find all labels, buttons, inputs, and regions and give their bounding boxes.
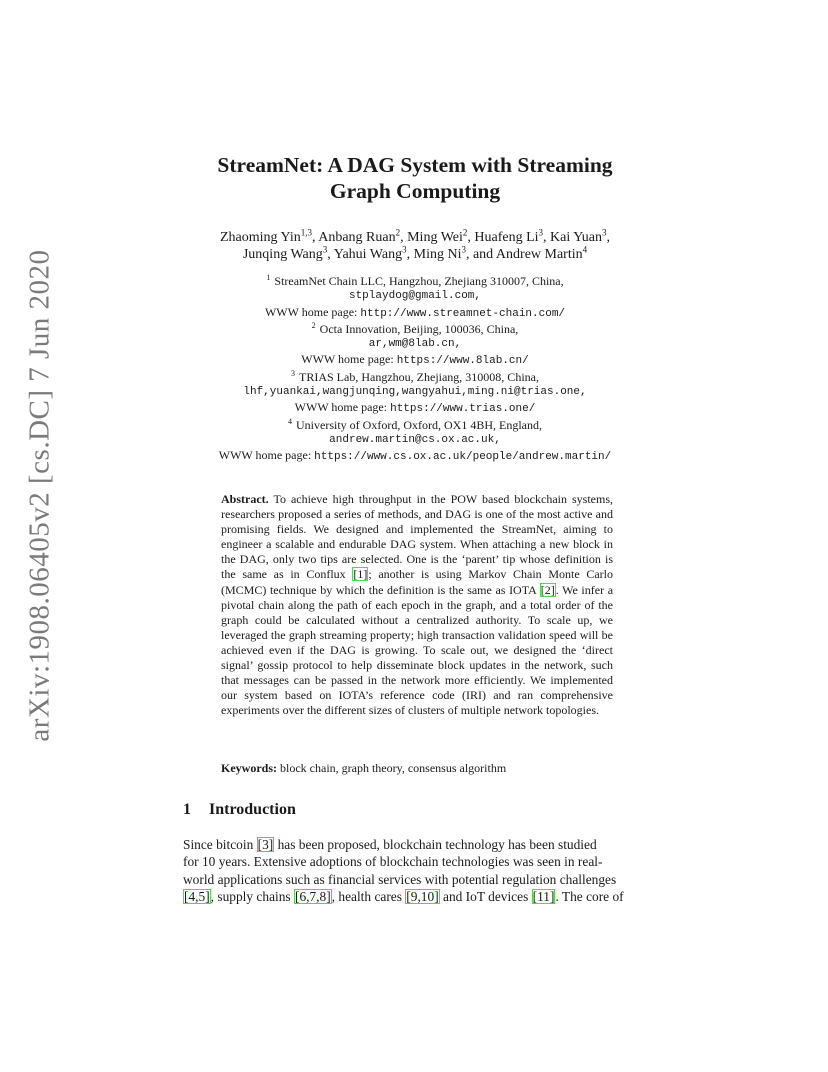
author-sup: 3 bbox=[461, 244, 466, 255]
section-heading bbox=[183, 801, 296, 819]
affiliation-name: $^3$ TRIAS Lab, Hangzhou, Zhejiang, 310008, China, bbox=[291, 368, 539, 384]
abstract-text: . We infer a pivotal chain along the path of each epoch in the graph, and a total order of the graph could be calculated without a centralized authority. To scale up, we leveraged the graph streaming property; high transaction validation speed will be achieved even if the DAG is growing. To scale out, we designed the ‘direct signal’ gossip protocol to help disseminate block updates in the network, such that messages can be passed in the network more efficiently. We implemented our system based on IOTA’s reference code (IRI) and ran comprehensive experiments over the different sizes of clusters of multiple network topologies. bbox=[221, 582, 614, 718]
title-line-1: StreamNet: A DAG System with Streaming bbox=[217, 153, 613, 177]
affiliation-homepage[interactable]: WWW home page: https://www.trias.one/ bbox=[294, 400, 536, 416]
citation-link[interactable]: [9,10] bbox=[406, 888, 439, 904]
author-sup: 1,3 bbox=[300, 227, 312, 238]
affiliation-name: $^1$ StreamNet Chain LLC, Hangzhou, Zhejiang 310007, China, bbox=[266, 273, 564, 288]
citation-link[interactable]: [3] bbox=[257, 837, 274, 852]
author-name: Andrew Martin bbox=[495, 247, 583, 262]
author-name: Ming Ni bbox=[413, 247, 462, 262]
citation-link[interactable]: [1] bbox=[353, 567, 368, 582]
affiliation-name: $^2$ Octa Innovation, Beijing, 100036, China, bbox=[311, 320, 519, 336]
keywords-text: block chain, graph theory, consensus algorithm bbox=[280, 761, 507, 775]
citation-link[interactable]: [11] bbox=[532, 888, 555, 904]
author-sup: 3 bbox=[602, 227, 607, 238]
intro-line-1: Since bitcoin [3] has been proposed, blockchain technology has been studied bbox=[183, 837, 597, 852]
affiliations bbox=[140, 274, 690, 466]
intro-line-4: [4,5], supply chains [6,7,8], health cares [9,10] and IoT devices [11]. The core of bbox=[184, 888, 624, 904]
affiliation-homepage[interactable]: WWW home page: https://www.cs.ox.ac.uk/people/andrew.martin/ bbox=[218, 448, 612, 464]
author-name: Junqing Wang bbox=[242, 247, 323, 262]
arxiv-identifier-text: arXiv:1908.06405v2 [cs.DC] 7 Jun 2020 bbox=[23, 248, 56, 742]
author-name: Yahui Wang bbox=[333, 247, 403, 262]
title-line-2: Graph Computing bbox=[329, 179, 501, 203]
citation-link[interactable]: [6,7,8] bbox=[294, 888, 331, 904]
keywords-label: Keywords: bbox=[221, 761, 277, 775]
abstract-label: Abstract. bbox=[221, 492, 269, 506]
author-sup: 2 bbox=[462, 227, 468, 238]
author-line-1: Zhaoming Yin$^{1,3}$, Anbang Ruan$^2$, Ming Wei$^2$, Huafeng Li$^3$, Kai Yuan$^3$, bbox=[219, 227, 611, 245]
author-name: Huafeng Li bbox=[474, 230, 539, 245]
author-name: Zhaoming Yin bbox=[219, 230, 301, 245]
author-name: Ming Wei bbox=[407, 230, 463, 245]
author-line-2: Junqing Wang$^3$, Yahui Wang$^3$, Ming Ni$^3$, and Andrew Martin$^4$ bbox=[242, 244, 588, 262]
affiliation-email[interactable]: lhf,yuankai,wangjunqing,wangyahui,ming.ni@trias.one, bbox=[243, 386, 587, 399]
affiliation-name: $^4$ University of Oxford, Oxford, OX1 4BH, England, bbox=[288, 416, 542, 432]
author-sup: 4 bbox=[582, 244, 588, 255]
affiliation-email[interactable]: stplaydog@gmail.com, bbox=[348, 290, 482, 303]
citation-link[interactable]: [4,5] bbox=[184, 888, 210, 904]
author-list bbox=[150, 229, 680, 263]
affiliation-email[interactable]: andrew.martin@cs.ox.ac.uk, bbox=[329, 433, 501, 446]
intro-line-3: world applications such as financial services with potential regulation challenges bbox=[183, 871, 617, 887]
citation-link[interactable]: [2] bbox=[540, 582, 555, 597]
author-sup: 2 bbox=[395, 227, 401, 238]
arxiv-identifier-stamp bbox=[6, 248, 74, 742]
intro-line-2: for 10 years. Extensive adoptions of blockchain technologies was seen in real- bbox=[183, 854, 603, 870]
author-sup: 3 bbox=[322, 244, 328, 255]
author-sup: 3 bbox=[402, 244, 407, 255]
affiliation-homepage[interactable]: WWW home page: https://www.8lab.cn/ bbox=[301, 352, 529, 368]
paper-title bbox=[180, 152, 650, 204]
author-name: Kai Yuan bbox=[550, 230, 603, 245]
abstract-text: To achieve high throughput in the POW based blockchain systems, researchers proposed a series of methods, and DAG is one of the most active and promising fields. We designed and implemented the StreamNet, aiming to engineer a scalable and endurable DAG system. When attaching a new block in the DAG, only two tips are selected. One is the ‘parent’ tip whose definition is the same as in Conflux bbox=[221, 492, 613, 582]
affiliation-homepage[interactable]: WWW home page: http://www.streamnet-chain.com/ bbox=[264, 304, 566, 320]
section-title: Introduction bbox=[209, 801, 296, 818]
author-name: Anbang Ruan bbox=[318, 230, 396, 245]
keywords bbox=[221, 761, 621, 776]
abstract bbox=[221, 492, 613, 718]
abstract-text: ; another is using Markov Chain Monte Carlo (MCMC) technique by which the definition is the same as IOTA bbox=[221, 567, 613, 597]
introduction-paragraph bbox=[183, 836, 651, 905]
affiliation-email[interactable]: ar,wm@8lab.cn, bbox=[368, 338, 462, 351]
author-sup: 3 bbox=[538, 227, 544, 238]
section-number: 1 bbox=[183, 801, 191, 818]
